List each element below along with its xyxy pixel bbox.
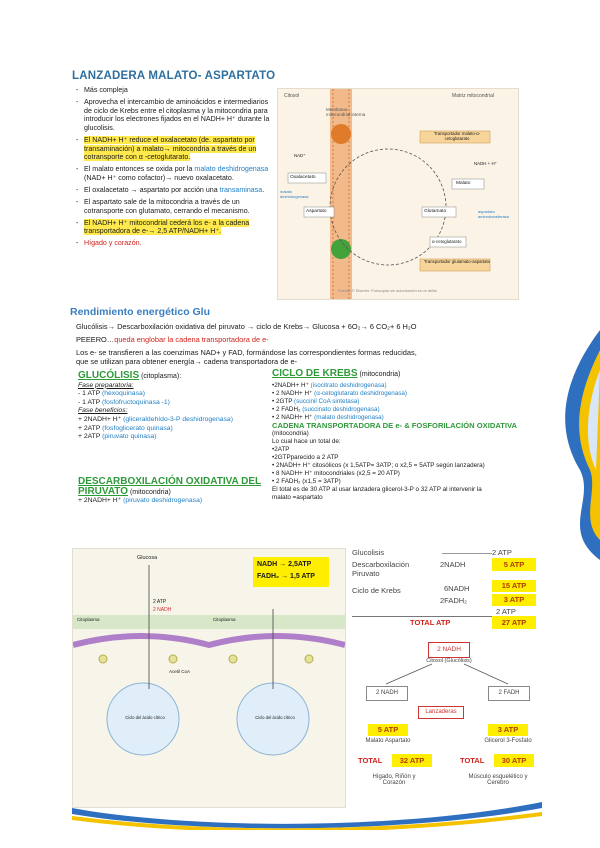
fig1-mdh: malato deshidrogenasa (280, 189, 309, 199)
cadena-6: El total es de 30 ATP al usar lanzadera glicerol-3-P o 32 ATP al intervenir la (272, 486, 482, 494)
fig2-cito-2: Citoplasma (213, 617, 236, 622)
tbl-total-atp: 27 ATP (492, 616, 536, 629)
fig2-nadh-key: NADH → 2,5ATP (257, 561, 312, 568)
ben-3-a: + 2ATP (78, 433, 103, 441)
prep-2-a: - 1 ATP (78, 398, 102, 406)
fig2-2atp: 2 ATP (153, 599, 167, 605)
tbl-descarb: Descarboxilación (352, 560, 410, 569)
bullet-text: El oxalacetato → aspartato por acción una (84, 185, 220, 194)
tbl-krebs-nadh: 6NADH (444, 584, 470, 593)
decorative-wave (540, 330, 600, 560)
bullet-text: transaminasa (219, 185, 263, 194)
fig2-krebs-2: Ciclo del ácido cítrico (255, 715, 295, 720)
shuttle-diagram (278, 89, 518, 299)
fig1-nadh: NADH + H⁺ (474, 161, 497, 166)
bullet-text: El NADH+ H⁺ mitocondrial cederá los e- a la cadena transportadora de e-→ 2,5 ATP/NADH+ H⁺. (84, 218, 250, 236)
summary-line-1: Glucólisis→ Descarboxilación oxidativa del piruvato → ciclo de Krebs→ Glucosa + 6O₂→ 6 CO₂+ 6 H₂O (76, 322, 417, 331)
tree-right-total-label: TOTAL (460, 756, 485, 765)
tree-right-atp: 3 ATP (488, 724, 528, 736)
krebs-list (272, 382, 542, 422)
krebs-title: CICLO DE KREBS (272, 368, 358, 379)
descarboxilacion-block (78, 478, 268, 506)
descarb-1-a: + 2NADH+ H⁺ (78, 497, 124, 505)
fig1-glutamato: Glutamato (424, 209, 447, 214)
lanzadera-bullet (76, 98, 276, 132)
cadena-2: •2GTPparecido a 2 ATP (272, 454, 339, 462)
krebs-5-b: (malato deshidrogenasa) (314, 413, 384, 421)
tree-lanzaderas: Lanzaderas (418, 706, 464, 719)
tbl-descarb-nadh: 2NADH (440, 560, 466, 569)
ben-2-b: (fosfoglicerato quinasa) (102, 424, 173, 432)
tree-left-nadh: 2 NADH (366, 686, 408, 701)
lanzadera-bullet (76, 165, 276, 182)
cadena-sub: (mitocondria) (272, 430, 309, 438)
lanzadera-bullets (76, 86, 276, 252)
fig1-membrane-label: Membrana mitocondrial interna (326, 107, 366, 117)
fig2-glucosa: Glucosa (137, 555, 158, 561)
lanzadera-bullet (76, 186, 276, 195)
tree-left-name: Malato Aspartato (365, 738, 411, 744)
krebs-5-a: • 2 NADH+ H⁺ (272, 413, 315, 421)
tbl-line-1 (442, 553, 492, 554)
bullet-text: Hígado y corazón. (84, 239, 142, 248)
glucolisis-block (78, 372, 268, 442)
tbl-krebs-atp-1: 15 ATP (492, 580, 536, 592)
tbl-glucolisis: Glucolisis (352, 548, 385, 557)
prep-1 (78, 390, 268, 399)
fig1-asp-glu-carrier: Transportador glutamato-aspartato (423, 259, 491, 264)
descarb-1-b: (piruvato deshidrogenasa) (123, 497, 203, 505)
fig2-krebs-1: Ciclo del ácido cítrico (125, 715, 165, 720)
summary-line-3: Los e- se transfieren a las coenzimas NAD+ y FAD, formándose las correspondientes formas reducidas, (76, 348, 417, 357)
fig1-cytosol-label: Citosol (284, 93, 300, 99)
krebs-4-b: (succinato deshidrogenasa) (302, 405, 380, 413)
descarb-1 (78, 497, 268, 506)
fig1-matrix-label: Matriz mitocondrial (452, 93, 494, 99)
tree-right-organs: Músculo esquelético y Cerebro (468, 774, 528, 786)
tree-right-name: Glicerol 3-Fosfato (484, 738, 532, 744)
lanzadera-bullet (76, 239, 276, 248)
tbl-descarb-atp: 5 ATP (492, 558, 536, 571)
tbl-krebs-atp-2: 3 ATP (492, 594, 536, 606)
prep-2-b: (fosfofructoquinasa -1) (101, 398, 170, 406)
bullet-text: El aspartato sale de la mitocondria a través de un cotransporte con glutamato, cerrando el mecanismo. (84, 198, 250, 215)
fig2-atp-key (253, 557, 329, 587)
ben-2-a: + 2ATP (78, 424, 103, 432)
ben-1-b: (gliceraldehído-3-P deshidrogenasa) (123, 415, 233, 423)
prep-1-b: (hexoquinasa) (101, 390, 146, 398)
krebs-1-a: •2NADH+ H⁺ (272, 381, 311, 389)
fig1-caption: Fuente: © Elsevier. Fotocopiar sin autorización es un delito (338, 289, 438, 293)
prep-2 (78, 399, 268, 408)
fig2-cito-1: Citoplasma (77, 617, 100, 622)
krebs-2-b: (α-cetoglutarato deshidrogenasa) (314, 389, 408, 397)
bullet-text: . (262, 185, 265, 194)
krebs-2-a: • 2 NADH+ H⁺ (272, 389, 315, 397)
tree-right-fadh: 2 FADH (488, 686, 530, 701)
descarb-title-2: PIRUVATO (78, 485, 129, 497)
cadena-1: •2ATP (272, 446, 290, 454)
tbl-piruvato: Piruvato (352, 569, 380, 578)
fig1-ast: aspartato aminotransferasa (478, 209, 509, 219)
metabolism-diagram (73, 549, 345, 807)
krebs-3-b: (succinil CoA sintetasa) (294, 397, 360, 405)
tree-top-sub: Citosol (Glucólisis) (426, 658, 472, 664)
atp-summary (352, 544, 542, 806)
lanzadera-bullet (76, 219, 276, 236)
fig1-aspartato: Aspartato (306, 209, 327, 214)
bullet-text: Más compleja (84, 86, 128, 94)
figure-glucose-metabolism (72, 548, 346, 808)
peero-text: PEEERO… (76, 335, 115, 344)
cadena-5: • 2 FADH₂ (x1,5 = 3ATP) (272, 478, 341, 486)
lanzadera-bullet (76, 198, 276, 215)
bullet-text: (NAD+ H⁺ como cofactor)→ nuevo oxalacetato. (84, 173, 234, 182)
summary-line-2 (76, 335, 546, 344)
fig1-oxalacetato: Oxalacetato (290, 175, 316, 180)
krebs-4-a: • 2 FADH₂ (272, 405, 303, 413)
glucolisis-sub: (citoplasma): (139, 373, 182, 380)
tbl-krebs-fadh: 2FADH₂ (440, 596, 468, 605)
summary-line-4: que se utilizan para obtener energía→ cadena transportadora de e- (76, 357, 298, 366)
cadena-title: CADENA TRANSPORTADORA DE e- & FOSFORILACIÓN OXIDATIVA (272, 420, 517, 430)
ben-2 (78, 425, 268, 434)
tree-right-total: 30 ATP (494, 754, 534, 767)
prep-1-a: - 1 ATP (78, 390, 102, 398)
cadena-0: Lo cual hace un total de: (272, 438, 341, 446)
fig2-2nadh: 2 NADH (153, 607, 172, 613)
bullet-text: El NADH+ H⁺ reduce el oxalacetato (de. aspartato por transaminación) a malato→ mitocondria a través de un cotransporte con α -cetoglutarato. (84, 135, 257, 162)
fase-preparatoria: Fase preparatoria: (78, 381, 134, 389)
figure-malate-aspartate-shuttle (277, 88, 519, 300)
ben-3 (78, 433, 268, 442)
krebs-3-a: • 2GTP (272, 397, 295, 405)
lanzadera-bullet (76, 136, 276, 162)
bullet-text: El malato entonces se oxida por la (84, 165, 195, 174)
fig1-nad: NAD⁺ (294, 153, 306, 158)
bullet-text: malato deshidrogenasa (194, 165, 269, 174)
lanzadera-bullet (76, 86, 276, 95)
tbl-total-label: TOTAL ATP (410, 618, 451, 627)
tbl-krebs: Ciclo de Krebs (352, 586, 401, 595)
tree-left-total-label: TOTAL (358, 756, 383, 765)
section-title-lanzadera: LANZADERA MALATO- ASPARTATO (72, 70, 276, 82)
cadena-3: • 2NADH+ H⁺ citosólicos (x 1,5ATP= 3ATP; o x2,5 = 5ATP según lanzadera) (272, 462, 485, 470)
fig1-akg: α-cetoglutarato (432, 239, 462, 244)
fase-beneficios: Fase beneficios: (78, 407, 128, 415)
fig2-acetil: Acetil CoA (169, 669, 191, 674)
tbl-krebs-atp-3: 2 ATP (496, 607, 516, 616)
ben-1 (78, 416, 268, 425)
fig2-fadh-key: FADH₂ → 1,5 ATP (257, 573, 315, 580)
descarb-title-1: DESCARBOXILACIÓN OXIDATIVA DEL (78, 476, 262, 487)
fig1-malate-akg-carrier: Transportador malato-α-cetoglutarato (433, 131, 481, 141)
tbl-glucolisis-atp: 2 ATP (492, 548, 512, 557)
cadena-7: malato =aspartato (272, 494, 323, 502)
cadena-4: • 8 NADH+ H⁺ mitocondriales (x2,5 = 20 ATP) (272, 470, 400, 478)
krebs-sub: (mitocondria) (357, 371, 401, 378)
cadena-note: queda englobar la cadena transportadora de e- (114, 335, 269, 344)
bullet-text: Aprovecha el intercambio de aminoácidos e intermediarios de ciclo de Krebs entre el citoplasma y la mitocondria para introducir los electrones fijados en el NADH+ H⁺ durante la glucolisis. (84, 98, 270, 132)
ben-1-a: + 2NADH+ H⁺ (78, 415, 124, 423)
tree-top-nadh: 2 NADH (428, 642, 470, 658)
ben-3-b: (piruvato quinasa) (102, 433, 157, 441)
tree-branches (352, 662, 542, 686)
section-title-rendimiento: Rendimiento energético Glu (70, 306, 211, 318)
tree-left-organs: Hígado, Riñón y Corazón (372, 774, 416, 786)
glucolisis-title: GLUCÓLISIS (78, 370, 140, 381)
fig1-malato: Malato (456, 181, 471, 186)
krebs-block (272, 370, 542, 502)
descarb-sub: (mitocondria) (128, 488, 171, 496)
cadena-list (272, 430, 542, 502)
tree-left-total: 32 ATP (392, 754, 432, 767)
tree-left-atp: 5 ATP (368, 724, 408, 736)
krebs-1-b: (isocitrato deshidrogenasa) (310, 381, 387, 389)
